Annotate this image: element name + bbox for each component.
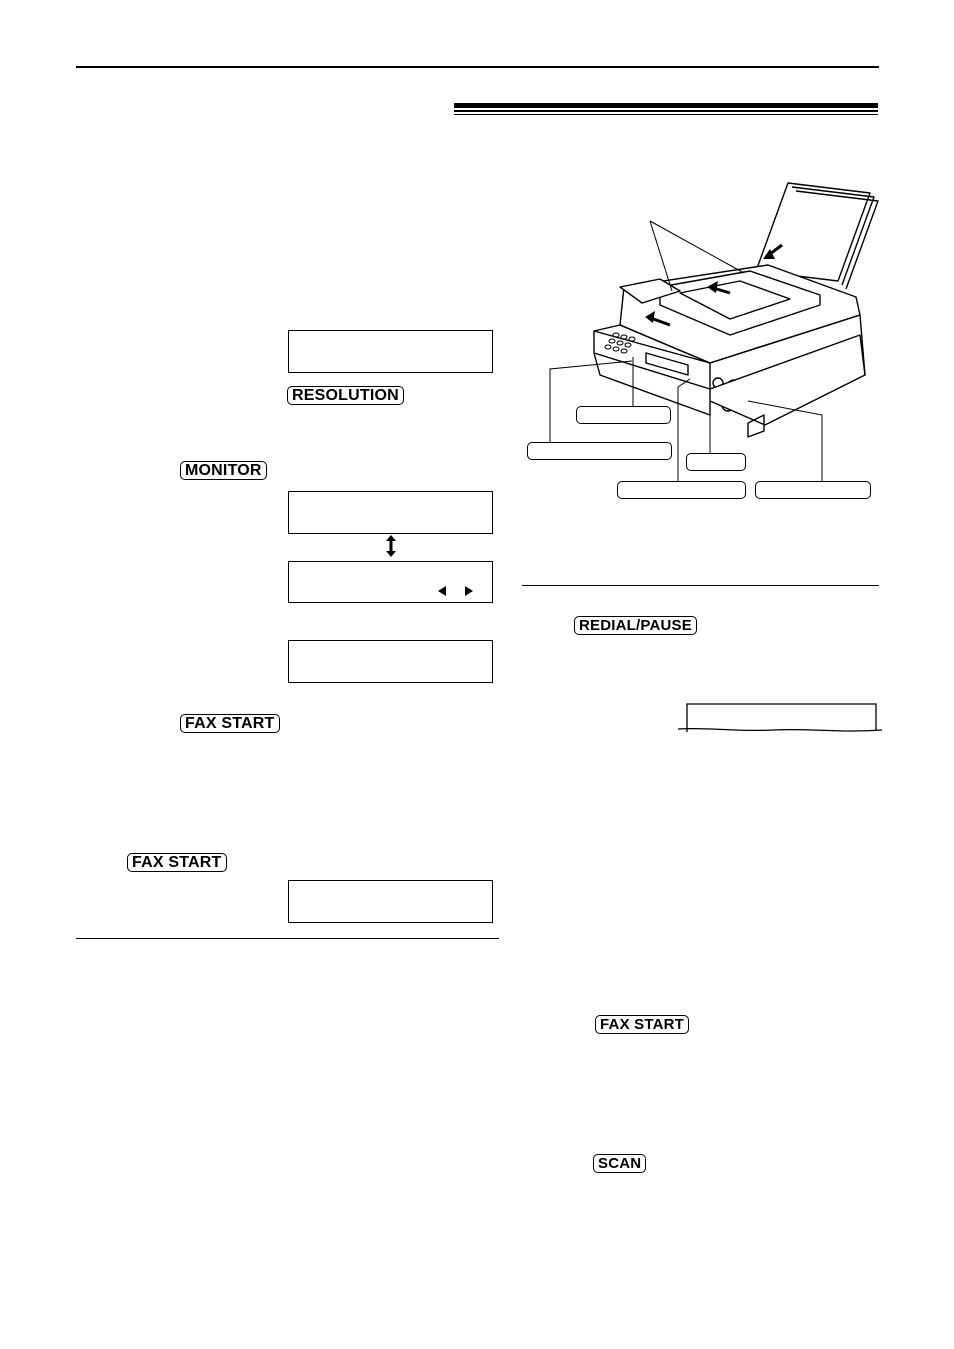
- lcd-display-3: [288, 561, 493, 603]
- callout-label-3: [686, 453, 746, 471]
- lcd-display-4: [288, 640, 493, 683]
- callout-label-1: [576, 406, 671, 424]
- fax-start-key-1[interactable]: FAX START: [180, 714, 280, 733]
- callout-label-5: [755, 481, 871, 499]
- left-section-divider: [76, 938, 499, 939]
- right-section-divider: [522, 585, 879, 586]
- up-down-arrow-icon: [384, 534, 398, 558]
- callout-label-4: [617, 481, 746, 499]
- scan-key[interactable]: SCAN: [593, 1154, 646, 1173]
- callout-label-2: [527, 442, 672, 460]
- right-triangle-icon: [464, 586, 473, 596]
- left-triangle-icon: [438, 586, 447, 596]
- lcd-display-2: [288, 491, 493, 534]
- fax-start-key-2[interactable]: FAX START: [127, 853, 227, 872]
- report-paper-outline: [678, 702, 882, 736]
- fax-start-key-3[interactable]: FAX START: [595, 1015, 689, 1034]
- lcd-display-1: [288, 330, 493, 373]
- redial-pause-key[interactable]: REDIAL/PAUSE: [574, 616, 697, 635]
- lcd-display-5: [288, 880, 493, 923]
- monitor-key[interactable]: MONITOR: [180, 461, 267, 480]
- header-rule: [76, 66, 879, 68]
- resolution-key[interactable]: RESOLUTION: [287, 386, 404, 405]
- section-title-bars: [454, 103, 878, 115]
